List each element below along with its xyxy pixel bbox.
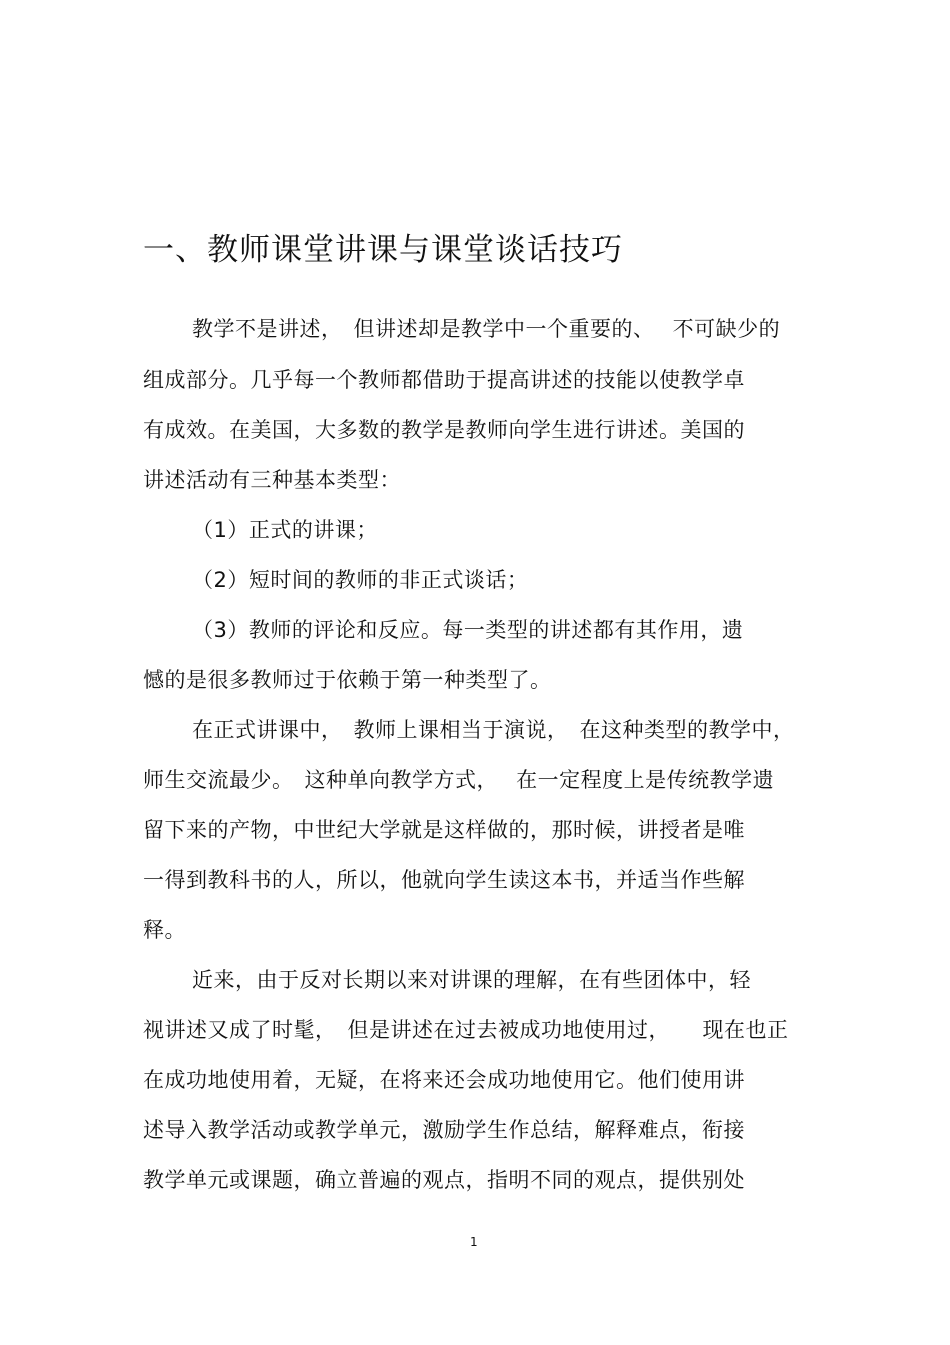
paragraph-line: 憾的是很多教师过于依赖于第一种类型了。	[143, 668, 552, 692]
paragraph-line: 在正式讲课中， 教师上课相当于演说， 在这种类型的教学中，	[192, 718, 795, 742]
section-title: 一、教师课堂讲课与课堂谈话技巧	[143, 232, 623, 268]
paragraph-line: 在成功地使用着，无疑，在将来还会成功地使用它。他们使用讲	[143, 1068, 745, 1092]
list-item: （3）教师的评论和反应。每一类型的讲述都有其作用，遗	[192, 618, 744, 642]
paragraph-line: 留下来的产物，中世纪大学就是这样做的，那时候，讲授者是唯	[143, 818, 745, 842]
page-number: 1	[470, 1235, 478, 1249]
paragraph-line: 教学单元或课题，确立普遍的观点，指明不同的观点，提供别处	[143, 1168, 745, 1192]
paragraph-line: 述导入教学活动或教学单元，激励学生作总结，解释难点，衔接	[143, 1118, 745, 1142]
list-item: （2）短时间的教师的非正式谈话；	[192, 568, 529, 592]
paragraph-line: 释。	[143, 918, 186, 942]
paragraph-line: 组成部分。几乎每一个教师都借助于提高讲述的技能以使教学卓	[143, 368, 745, 392]
paragraph-line: 教学不是讲述， 但讲述却是教学中一个重要的、 不可缺少的	[192, 317, 781, 341]
paragraph-line: 师生交流最少。 这种单向教学方式， 在一定程度上是传统教学遗	[143, 768, 775, 792]
paragraph-line: 有成效。在美国，大多数的教学是教师向学生进行讲述。美国的	[143, 418, 745, 442]
list-item: （1）正式的讲课；	[192, 518, 378, 542]
paragraph-line: 一得到教科书的人，所以，他就向学生读这本书，并适当作些解	[143, 868, 745, 892]
paragraph-line: 视讲述又成了时髦， 但是讲述在过去被成功地使用过， 现在也正	[143, 1018, 789, 1042]
paragraph-line: 近来，由于反对长期以来对讲课的理解，在有些团体中，轻	[192, 968, 751, 992]
paragraph-line: 讲述活动有三种基本类型：	[143, 468, 401, 492]
